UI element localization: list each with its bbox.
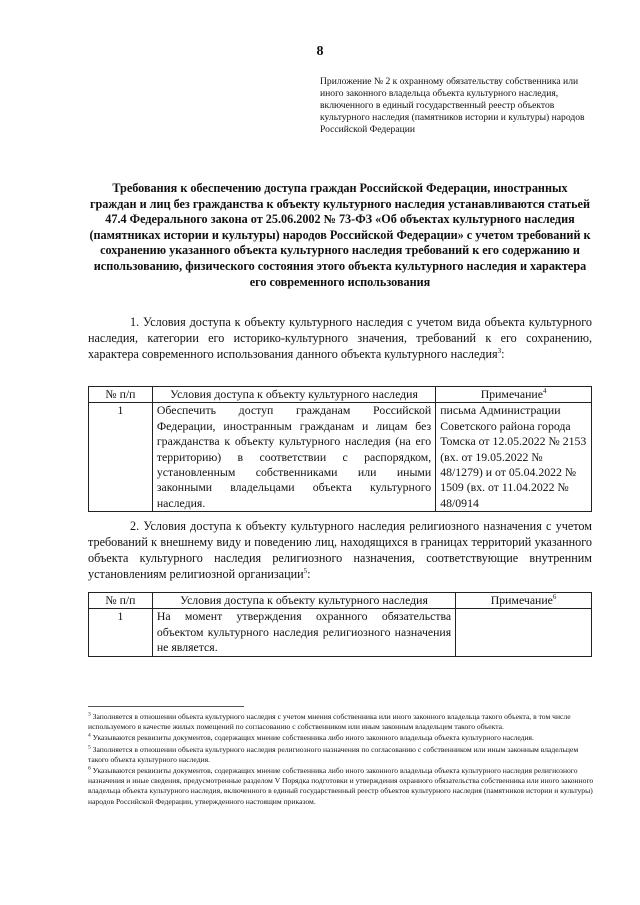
section-2-text: 2. Условия доступа к объекту культурного наследия религиозного назначения с учетом требований к внешнему виду и поведению лиц, находящихся в границах территорий указанного объекта культурного наследия религиозного назначения, соответствующие внутренним установлениям религиозной организации xyxy=(88,519,592,581)
appendix-note: Приложение № 2 к охранному обязательству собственника или иного законного владельца объекта культурного наследия, включенного в единый государственный реестр объектов культурного наследия (памятников истории и культуры) народов Российской Федерации xyxy=(320,76,585,135)
section-1-paragraph xyxy=(88,314,592,362)
footnote-text: Заполняется в отношении объекта культурного наследия с учетом мнения собственника или иного законного владельца такого объекта, в том числе используемого в качестве жилых помещений по согласованию с собственником или иным законным владельцем такого объекта. xyxy=(88,712,571,732)
footnote-ref-4: 4 xyxy=(542,387,547,396)
row-number: 1 xyxy=(89,403,153,512)
section-1-text: 1. Условия доступа к объекту культурного наследия с учетом вида объекта культурного наследия, категории его историко-культурного значения, требований к его сохранению, характера современного использования данного объекта культурного наследия xyxy=(88,315,592,361)
religious-access-table xyxy=(88,592,592,657)
column-header-num: № п/п xyxy=(89,387,153,403)
column-header-num: № п/п xyxy=(89,593,153,609)
row-number: 1 xyxy=(89,609,153,656)
footnote-ref-5: 5 xyxy=(303,566,308,575)
document-heading: Требования к обеспечению доступа граждан Российской Федерации, иностранных граждан и лиц без гражданства к объекту культурного наследия устанавливаются статьей 47.4 Федерального закона от 25.06.2002 № 73-ФЗ «Об объектах культурного наследия (памятниках истории и культуры) народов Российской Федерации» с учетом требований к сохранению указанного объекта культурного наследия требований к его содержанию и использованию, физического состояния этого объекта культурного наследия и характера его современного использования xyxy=(89,181,591,289)
footnote-ref-3: 3 xyxy=(497,346,502,355)
access-conditions-table xyxy=(88,386,592,512)
page-number: 8 xyxy=(316,44,324,59)
column-header-note-label: Примечание xyxy=(480,387,543,401)
section-2-end: : xyxy=(307,567,311,581)
section-1-end: : xyxy=(501,347,505,361)
table-row xyxy=(89,403,592,512)
footnote-text: Указываются реквизиты документов, содержащих мнение собственника либо иного законного владельца объекта культурного наследия религиозного назначения и иные сведения, предусмотренные разделом V Порядка подготовки и утверждения охранного обязательства собственника или иного законного владельца объекта культурного наследия, включенного в единый государственный реестр объектов культурного наследия (памятников истории и культуры) народов Российской Федерации, утвержденного настоящим приказом. xyxy=(88,766,594,806)
column-header-note xyxy=(436,387,592,403)
row-conditions: На момент утверждения охранного обязательства объектом культурного наследия религиозного назначения не является. xyxy=(152,609,455,656)
footnote-number: 3 xyxy=(88,711,91,718)
footnote-5 xyxy=(88,745,594,765)
table-row xyxy=(89,609,592,656)
footnote-number: 4 xyxy=(88,732,91,739)
footnote-3 xyxy=(88,712,594,732)
footnote-number: 6 xyxy=(88,765,91,772)
row-note xyxy=(456,609,592,656)
column-header-note xyxy=(456,593,592,609)
footnote-text: Указываются реквизиты документов, содержащих мнение собственника либо иного законного владельца объекта культурного наследия. xyxy=(92,733,534,743)
footnotes xyxy=(88,712,594,808)
footnote-text: Заполняется в отношении объекта культурного наследия религиозного назначения по согласованию с собственником или иным законным владельцем такого объекта культурного наследия. xyxy=(88,744,579,764)
column-header-conditions: Условия доступа к объекту культурного наследия xyxy=(152,593,455,609)
column-header-note-label: Примечание xyxy=(490,593,553,607)
row-conditions: Обеспечить доступ гражданам Российской Федерации, иностранным гражданам и лицам без гражданства к объекту культурного наследия (на его территорию) в соответствии с распорядком, установленным собственниками или иными законными владельцами объекта культурного наследия. xyxy=(152,403,435,512)
row-note: письма Администрации Советского района города Томска от 12.05.2022 № 2153 (вх. от 19.05.2022 № 48/1279) и от 05.04.2022 № 1509 (вх. от 11.04.2022 № 48/0914 xyxy=(436,403,592,512)
footnote-number: 5 xyxy=(88,744,91,751)
footnote-divider xyxy=(88,706,244,707)
table-header-row xyxy=(89,593,592,609)
footnote-ref-6: 6 xyxy=(552,593,557,602)
table-header-row xyxy=(89,387,592,403)
column-header-conditions: Условия доступа к объекту культурного наследия xyxy=(152,387,435,403)
section-2-paragraph xyxy=(88,518,592,582)
footnote-6 xyxy=(88,766,594,807)
footnote-4 xyxy=(88,733,594,743)
